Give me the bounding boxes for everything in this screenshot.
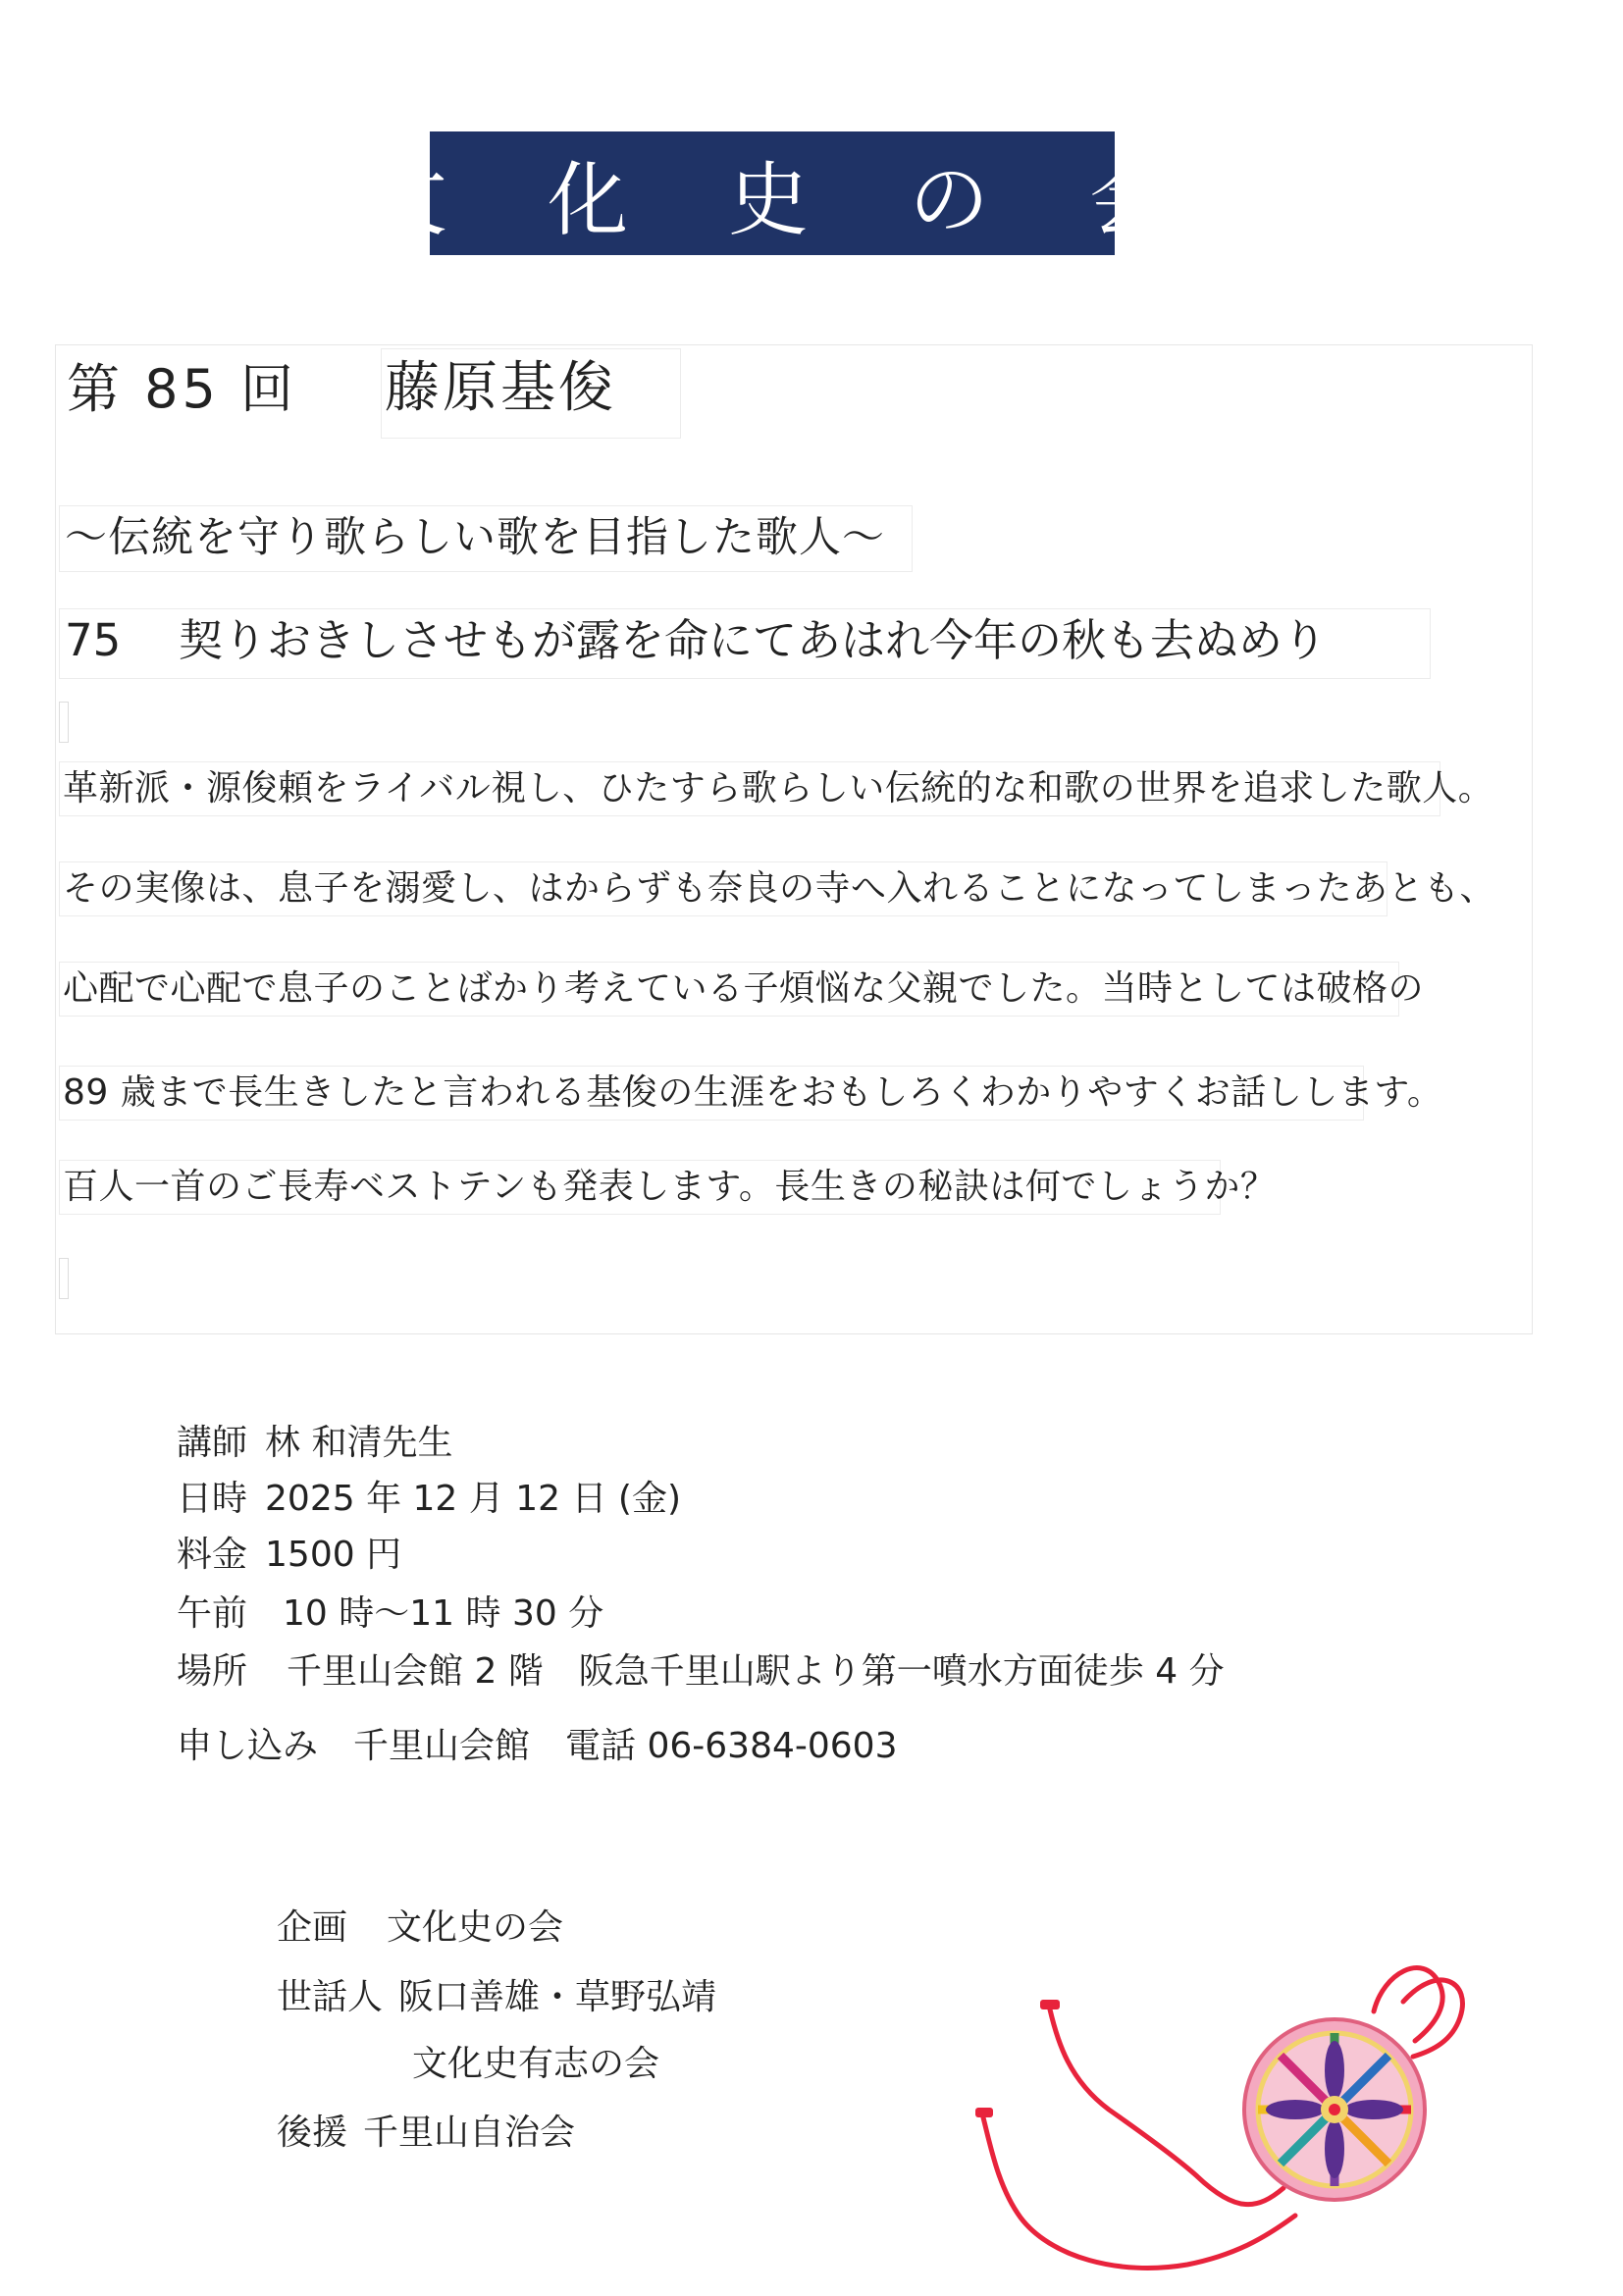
organizers-group: 文化史有志の会 — [412, 2044, 660, 2084]
support-value: 千里山自治会 — [363, 2113, 576, 2153]
time-line — [177, 1593, 604, 1634]
planning-label: 企画 — [277, 1907, 348, 1948]
place-line — [177, 1651, 1225, 1692]
poem-line — [65, 614, 1328, 666]
place-value: 千里山会館 2 階 阪急千里山駅より第一噴水方面徒歩 4 分 — [287, 1651, 1225, 1692]
lecturer-line — [177, 1423, 453, 1463]
fee-value: 1500 円 — [265, 1535, 402, 1575]
tassel-knot-mid — [1040, 2000, 1060, 2009]
description-line: 革新派・源俊頼をライバル視し、ひたすら歌らしい伝統的な和歌の世界を追求した歌人。 — [63, 768, 1494, 809]
fee-label: 料金 — [177, 1535, 248, 1575]
date-line — [177, 1479, 681, 1519]
date-value: 2025 年 12 月 12 日 (金) — [265, 1479, 681, 1519]
support-label: 後援 — [277, 2113, 348, 2153]
apply-value: 千里山会館 電話 06-6384-0603 — [353, 1726, 898, 1766]
planning-value: 文化史の会 — [387, 1907, 564, 1948]
poem-text: 契りおきしさせもが露を命にてあはれ今年の秋も去ぬめり — [179, 614, 1328, 666]
planning-line — [277, 1907, 564, 1948]
cord-loop-right — [1403, 1980, 1462, 2057]
organizers-value: 阪口善雄・草野弘靖 — [398, 1977, 717, 2017]
apply-label: 申し込み — [177, 1726, 319, 1766]
subtitle: ～伝統を守り歌らしい歌を目指した歌人～ — [65, 513, 885, 562]
session-number: 第 85 回 — [67, 358, 298, 420]
organizers-label: 世話人 — [277, 1977, 384, 2017]
description-line: 百人一首のご長寿ベストテンも発表します。長生きの秘訣は何でしょうか？ — [63, 1167, 1277, 1207]
time-label: 午前 — [177, 1593, 248, 1634]
date-label: 日時 — [177, 1479, 248, 1519]
page-title: 文 化 史 の 会 — [366, 153, 1208, 247]
place-label: 場所 — [177, 1651, 248, 1692]
tassel-knot-left — [975, 2108, 993, 2117]
lecturer-label: 講師 — [177, 1423, 248, 1463]
title-banner — [366, 131, 1208, 255]
description-line: 89 歳まで長生きしたと言われる基俊の生涯をおもしろくわかりやすくお話しします。 — [63, 1072, 1443, 1113]
organizers-line — [277, 1977, 717, 2017]
time-value: 10 時～11 時 30 分 — [283, 1593, 604, 1634]
poem-number: 75 — [65, 614, 122, 666]
fee-line — [177, 1535, 402, 1575]
apply-line — [177, 1726, 898, 1766]
description-line: その実像は、息子を溺愛し、はからずも奈良の寺へ入れることになってしまったあとも、 — [63, 868, 1496, 909]
cursor-marker — [59, 1258, 69, 1299]
support-line — [277, 2115, 575, 2151]
description-line: 心配で心配で息子のことばかり考えている子煩悩な父親でした。当時としては破格の — [63, 968, 1425, 1009]
lecturer-value: 林 和清先生 — [265, 1423, 453, 1463]
cursor-marker — [59, 702, 69, 743]
poet-name: 藤原基俊 — [385, 356, 616, 420]
temari-ball-illustration — [971, 1953, 1482, 2286]
